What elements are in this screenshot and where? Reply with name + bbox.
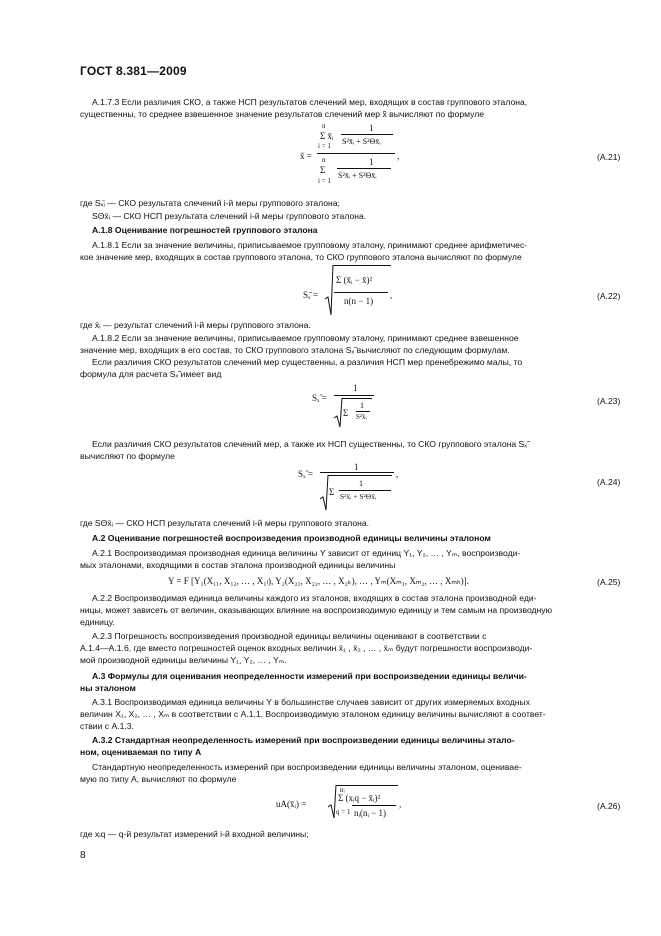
paragraph-line: единицу. bbox=[80, 617, 115, 627]
formula-tail: , bbox=[399, 799, 402, 809]
sum-upper-limit: n bbox=[322, 122, 326, 130]
sum-lower-limit: q = 1 bbox=[336, 808, 351, 816]
equation-number: (А.25) bbox=[597, 577, 621, 587]
section-heading: ны эталоном bbox=[80, 683, 136, 693]
sum-lower-limit: i = 1 bbox=[318, 177, 331, 185]
formula-tail: , bbox=[397, 151, 400, 161]
sum-symbol: Σ bbox=[329, 487, 335, 497]
main-fraction-bar bbox=[317, 153, 395, 154]
radical-vinculum bbox=[342, 398, 372, 399]
paragraph-line: Если различия СКО результатов слечений мер, а также их НСП существенны, то СКО группового эталона Sₓ̃ bbox=[92, 439, 528, 449]
paragraph-line: формула для расчета Sₓ̃ имеет вид bbox=[80, 369, 222, 379]
sum-upper-limit: n bbox=[322, 156, 326, 164]
paragraph-line: ницы, может зависеть от величин, оказывающих влияние на воспроизводимую единицу и тем самым на производную bbox=[80, 605, 553, 615]
frac-numerator: 1 bbox=[359, 479, 363, 488]
inner-fraction-bar bbox=[341, 134, 393, 135]
frac-numerator: 1 bbox=[354, 462, 359, 472]
paragraph-line: А.2.3 Погрешность воспроизведения производной единицы величины оценивают в соответствии с bbox=[92, 631, 487, 641]
page-number: 8 bbox=[80, 850, 86, 861]
formula-lhs: Sₓ̃ = bbox=[312, 393, 327, 403]
frac-denominator: S²x̄ᵢ + S²Θx̄ᵢ bbox=[342, 137, 381, 146]
paragraph-line: А.3.1 Воспроизводимая единица величины Y в большинстве случаев зависит от других измеряемых входных bbox=[92, 697, 530, 707]
paragraph-line: величин X₁, X₂, … , Xₘ в соответствии с А.1.1. Воспроизводимую эталоном единицу величины вычисляют в соответ- bbox=[80, 709, 546, 719]
frac-numerator: 1 bbox=[369, 157, 374, 167]
equation-number: (А.23) bbox=[597, 396, 621, 406]
paragraph-line: мой производной единицы величины Y₁, Y₂, … , Yₘ. bbox=[80, 655, 287, 665]
sum-upper-limit: nᵢ bbox=[340, 786, 345, 794]
paragraph-line: мых эталонами, входящими в состав эталона производной единицы величины bbox=[80, 560, 396, 570]
equation-number: (А.26) bbox=[597, 801, 621, 811]
paragraph-line: А.2.1 Воспроизводимая производная единица величины Y зависит от единиц Y₁, Y₂, … , Yₘ, воспроизводи- bbox=[92, 548, 521, 558]
formula-lhs: uA(x̄ᵢ) = bbox=[276, 799, 307, 809]
paragraph-line: мую по типу А, вычисляют по формуле bbox=[80, 774, 237, 784]
equation-number: (А.22) bbox=[597, 291, 621, 301]
section-heading: А.1.8 Оценивание погрешностей группового эталона bbox=[92, 225, 318, 235]
radical-vinculum bbox=[328, 475, 392, 476]
formula-tail: , bbox=[390, 290, 393, 300]
fraction-bar bbox=[352, 805, 396, 806]
fraction-bar bbox=[320, 472, 394, 473]
formula-lhs: Sₓ̄ = bbox=[303, 290, 318, 300]
section-heading: А.3 Формулы для оценивания неопределенности измерений при воспроизведении единицы величи- bbox=[92, 671, 527, 681]
radical-sign bbox=[334, 398, 342, 428]
section-heading: А.3.2 Стандартная неопределенность измерений при воспроизведении единицы величины этало- bbox=[92, 735, 515, 745]
sum-symbol: Σ bbox=[343, 408, 349, 418]
formula-lhs: Sₓ̃ = bbox=[298, 469, 313, 479]
sum-symbol: Σ bbox=[320, 165, 326, 175]
paragraph-line: А.1.7.3 Если различия СКО, а также НСП результатов слечений мер, входящих в состав группового эталона, bbox=[92, 97, 528, 107]
paragraph-line: где SΘx̄ᵢ — СКО НСП результата слечений i-й меры группового эталона. bbox=[80, 518, 370, 528]
paragraph-line: А.1.4—А.1.6, где вместо погрешностей оценок входных величин x̄₁ , x̄₂ , … , x̄ₘ будут погрешности воспроизводи- bbox=[80, 643, 533, 653]
fraction-bar bbox=[334, 395, 374, 396]
inner-fraction-bar bbox=[356, 411, 370, 412]
radical-vinculum bbox=[333, 265, 391, 266]
paragraph-line: где Sₓ̄ᵢ — СКО результата слечений i-й меры группового эталона; bbox=[80, 198, 340, 208]
formula-lhs: x̃ = bbox=[300, 151, 312, 161]
paragraph-line: где xᵢq — q-й результат измерений i-й входной величины; bbox=[80, 829, 309, 839]
fraction-bar bbox=[334, 292, 388, 293]
frac-numerator: Σ (x̄ᵢ − x̄)² bbox=[336, 275, 373, 285]
sum-lower-limit: i = 1 bbox=[318, 142, 331, 150]
document-header: ГОСТ 8.381—2009 bbox=[80, 64, 187, 78]
frac-denominator: n(n − 1) bbox=[344, 296, 374, 306]
inner-fraction-bar bbox=[339, 490, 391, 491]
frac-numerator: 1 bbox=[353, 383, 358, 393]
frac-denominator: S²x̄ᵢ + S²Θx̄ᵢ bbox=[338, 171, 377, 180]
frac-denominator: S²x̄ᵢ bbox=[356, 413, 367, 421]
paragraph-line: вычисляют по формуле bbox=[80, 451, 175, 461]
frac-denominator: S²x̄ᵢ + S²Θx̄ᵢ bbox=[340, 492, 377, 501]
equation-number: (А.21) bbox=[597, 152, 621, 162]
frac-denominator: nᵢ(nᵢ − 1) bbox=[354, 808, 387, 818]
paragraph-line: А.1.8.2 Если за значение величины, приписываемое групповому эталону, принимают среднее взвешенное bbox=[92, 333, 519, 343]
paragraph-line: Стандартную неопределенность измерений при воспроизведении единицы величины эталоном, оценивае- bbox=[92, 762, 522, 772]
paragraph-line: А.2.2 Воспроизводимая единица величины каждого из эталонов, входящих в состав эталона производной еди- bbox=[92, 593, 537, 603]
paragraph-line: значение мер, входящих в его состав, то СКО группового эталона Sₓ̃ вычисляют по следующим формулам. bbox=[80, 345, 510, 355]
radical-sign bbox=[320, 475, 328, 511]
formula-tail: , bbox=[396, 469, 399, 479]
paragraph-line: где x̄ᵢ — результат слечений i-й меры группового эталона. bbox=[80, 320, 311, 330]
radical-sign bbox=[325, 265, 333, 317]
paragraph-line: SΘx̄ᵢ — СКО НСП результата слечений i-й меры группового эталона. bbox=[92, 211, 367, 221]
paragraph-line: Если различия СКО результатов слечений мер существенны, а различия НСП мер пренебрежимо малы, то bbox=[92, 357, 523, 367]
paragraph-line: А.1.8.1 Если за значение величины, приписываемое групповому эталону, принимают среднее арифметичес- bbox=[92, 240, 528, 250]
frac-numerator: 1 bbox=[369, 123, 374, 133]
section-heading: А.2 Оценивание погрешностей воспроизведения производной единицы величины эталоном bbox=[92, 533, 491, 543]
frac-numerator: 1 bbox=[360, 401, 364, 410]
section-heading: ном, оцениваемая по типу А bbox=[80, 747, 202, 757]
radical-vinculum bbox=[336, 785, 398, 786]
inner-fraction-bar bbox=[337, 168, 391, 169]
equation-number: (А.24) bbox=[597, 477, 621, 487]
radical-sign bbox=[328, 785, 336, 819]
paragraph-line: ствии с А.1.3. bbox=[80, 721, 134, 731]
frac-numerator: Σ (xᵢq − x̄ᵢ)² bbox=[338, 793, 381, 803]
paragraph-line: существенны, то среднее взвешенное значение результатов слечений мер x̃ вычисляют по формуле bbox=[80, 109, 485, 119]
formula-a25: Y = F [Y₁(X₁₁, X₁₂, … , X₁ₗ), Y₂(X₂₁, X₂₂, … , X₂ₖ), … , Yₘ(Xₘ₁, Xₘ₂, … , Xₘₕ)]. bbox=[168, 576, 469, 586]
sum-term: Σ x̄ᵢ bbox=[320, 131, 334, 141]
paragraph-line: кое значение мер, входящих в состав группового эталона, то СКО группового эталона вычисляют по формуле bbox=[80, 252, 522, 262]
